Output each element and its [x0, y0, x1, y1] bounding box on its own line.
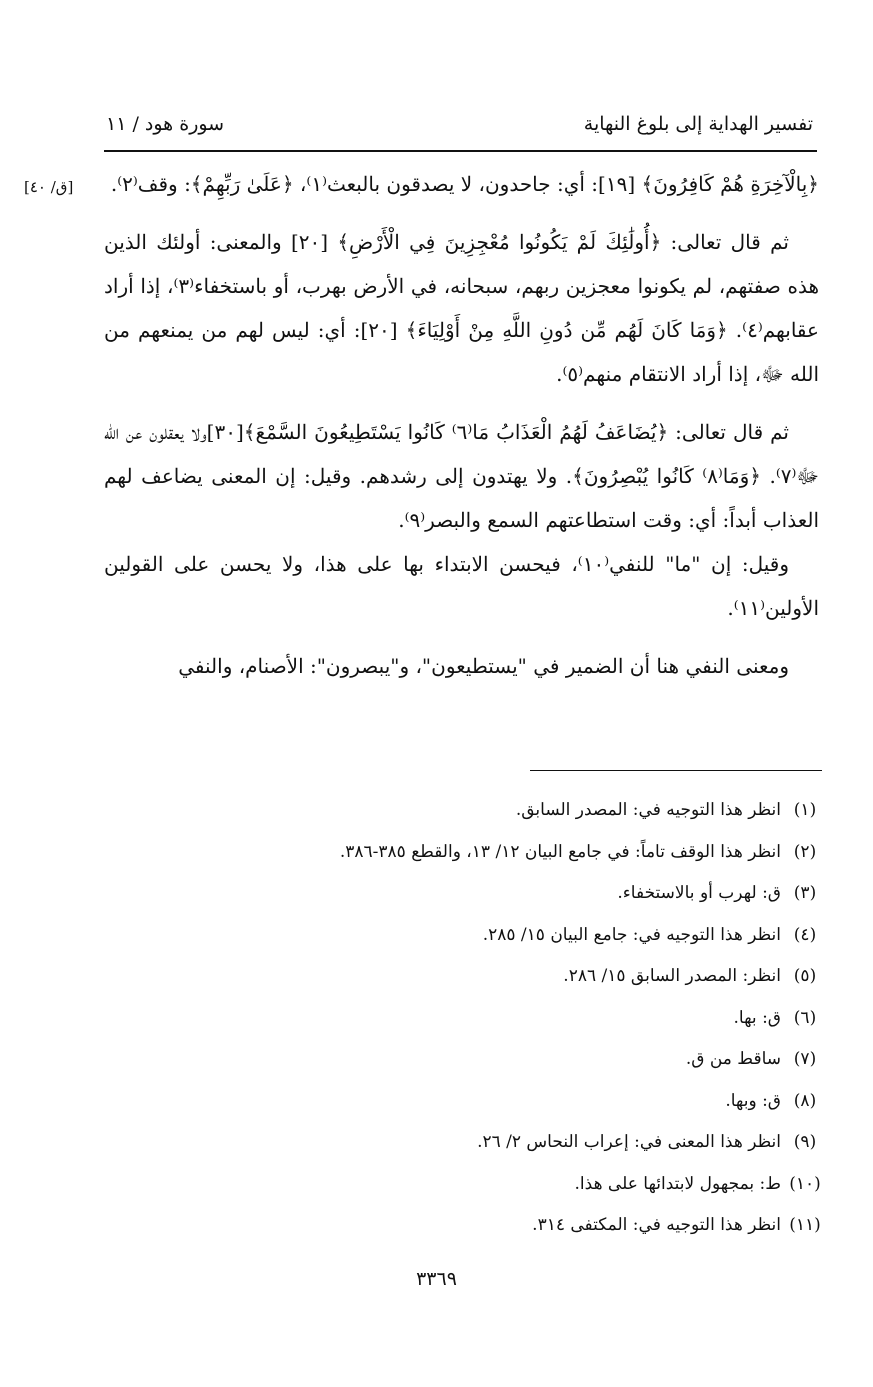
footnote-item: [150, 1164, 829, 1206]
commentary-body: [104, 162, 819, 688]
footnote-number: (٤): [793, 924, 817, 945]
footnote-divider: [530, 770, 822, 771]
header-divider: [104, 150, 817, 152]
body-paragraph: وقيل: إن "ما" للنفي⁽١٠⁾، فيحسن الابتداء بها على هذا، ولا يحسن على القولين الأولين⁽١١⁾.: [104, 552, 819, 620]
footnote-item: [150, 956, 829, 998]
body-paragraph: ثم قال تعالى: ﴿أُولَٰئِكَ لَمْ يَكُونُوا مُعْجِزِينَ فِي الْأَرْضِ﴾ [٢٠] والمعنى: أولئك الذين هذه صفتهم، لم يكونوا معجزين ربهم، سبحانه، في الأرض بهرب، أو باستخفاء⁽٣⁾، إذا أراد عقابهم⁽٤⁾. ﴿وَمَا كَانَ لَهُم مِّن دُونِ اللَّهِ مِنْ أَوْلِيَاءَ﴾ [٢٠]: أي: ليس لهم من يمنعهم من الله ﷻ، إذا أراد الانتقام منهم⁽٥⁾.: [104, 230, 820, 386]
page-number: ٣٣٦٩: [416, 1268, 457, 1290]
footnote-text: ق: لهرب أو بالاستخفاء.: [617, 883, 781, 903]
footnote-text: انظر هذا التوجيه في: المصدر السابق.: [515, 800, 781, 820]
footnote-item: [150, 873, 829, 915]
footnote-text: ق: وبها.: [725, 1090, 781, 1111]
footnote-number: (٣): [793, 883, 817, 903]
body-paragraph: ﴿بِالْآخِرَةِ هُمْ كَافِرُونَ﴾ [١٩]: أي: جاحدون، لا يصدقون بالبعث⁽١⁾، ﴿عَلَىٰ رَبِّهِمْ﴾: وقف⁽٢⁾.: [110, 172, 819, 196]
footnote-number: (٨): [793, 1090, 817, 1111]
footnote-text: انظر: المصدر السابق ١٥/ ٢٨٦.: [563, 966, 781, 986]
footnote-text: انظر هذا الوقف تاماً: في جامع البيان ١٢/ ١٣، والقطع ٣٨٥-٣٨٦.: [339, 841, 781, 862]
book-title: تفسير الهداية إلى بلوغ النهاية: [583, 113, 813, 135]
footnote-number: (٢): [793, 841, 817, 862]
body-paragraph: ثم قال تعالى: ﴿يُضَاعَفُ لَهُمُ الْعَذَابُ مَا⁽٦⁾ كَانُوا يَسْتَطِيعُونَ السَّمْعَ﴾[٣٠]ولا يعقلون عن الله ﷻ⁽٧⁾. ﴿وَمَا⁽٨⁾ كَانُوا يُبْصِرُونَ﴾. ولا يهتدون إلى رشدهم. وقيل: إن المعنى يضاعف لهم العذاب أبداً: أي: وقت استطاعتهم السمع والبصر⁽٩⁾.: [104, 420, 819, 532]
surah-label: سورة هود / ١١: [106, 113, 225, 135]
footnote-number: (٦): [793, 1007, 817, 1028]
footnote-text: انظر هذا التوجيه في: جامع البيان ١٥/ ٢٨٥.: [482, 924, 781, 945]
footnote-item: [150, 790, 829, 832]
footnote-item: [150, 1081, 829, 1123]
footnote-number: (٧): [793, 1049, 817, 1069]
running-header: [106, 104, 813, 144]
footnote-text: ط: بمجهول لابتدائها على هذا.: [574, 1173, 781, 1194]
footnote-item: [150, 998, 829, 1040]
footnote-text: انظر هذا المعنى في: إعراب النحاس ٢/ ٢٦.: [477, 1132, 781, 1152]
footnote-text: ق: بها.: [733, 1007, 781, 1028]
footnote-item: [150, 832, 829, 874]
footnote-item: [150, 915, 829, 957]
body-paragraph: ومعنى النفي هنا أن الضمير في "يستطيعون"، و"يبصرون": الأصنام، والنفي: [178, 654, 789, 678]
footnote-text: انظر هذا التوجيه في: المكتفى ٣١٤.: [532, 1215, 781, 1235]
footnote-item: [150, 1039, 829, 1081]
footnote-text: ساقط من ق.: [685, 1049, 781, 1069]
footnotes: [150, 790, 829, 1247]
footnote-number: (١): [793, 800, 817, 820]
footnote-number: (٥): [793, 966, 817, 986]
footnote-item: [150, 1205, 829, 1247]
footnote-number: (٩): [793, 1132, 817, 1152]
footnote-item: [150, 1122, 829, 1164]
footnote-number: (١٠): [789, 1173, 821, 1194]
manuscript-margin-reference: [ق/ ٤٠]: [24, 178, 74, 196]
footnote-number: (١١): [789, 1215, 821, 1235]
